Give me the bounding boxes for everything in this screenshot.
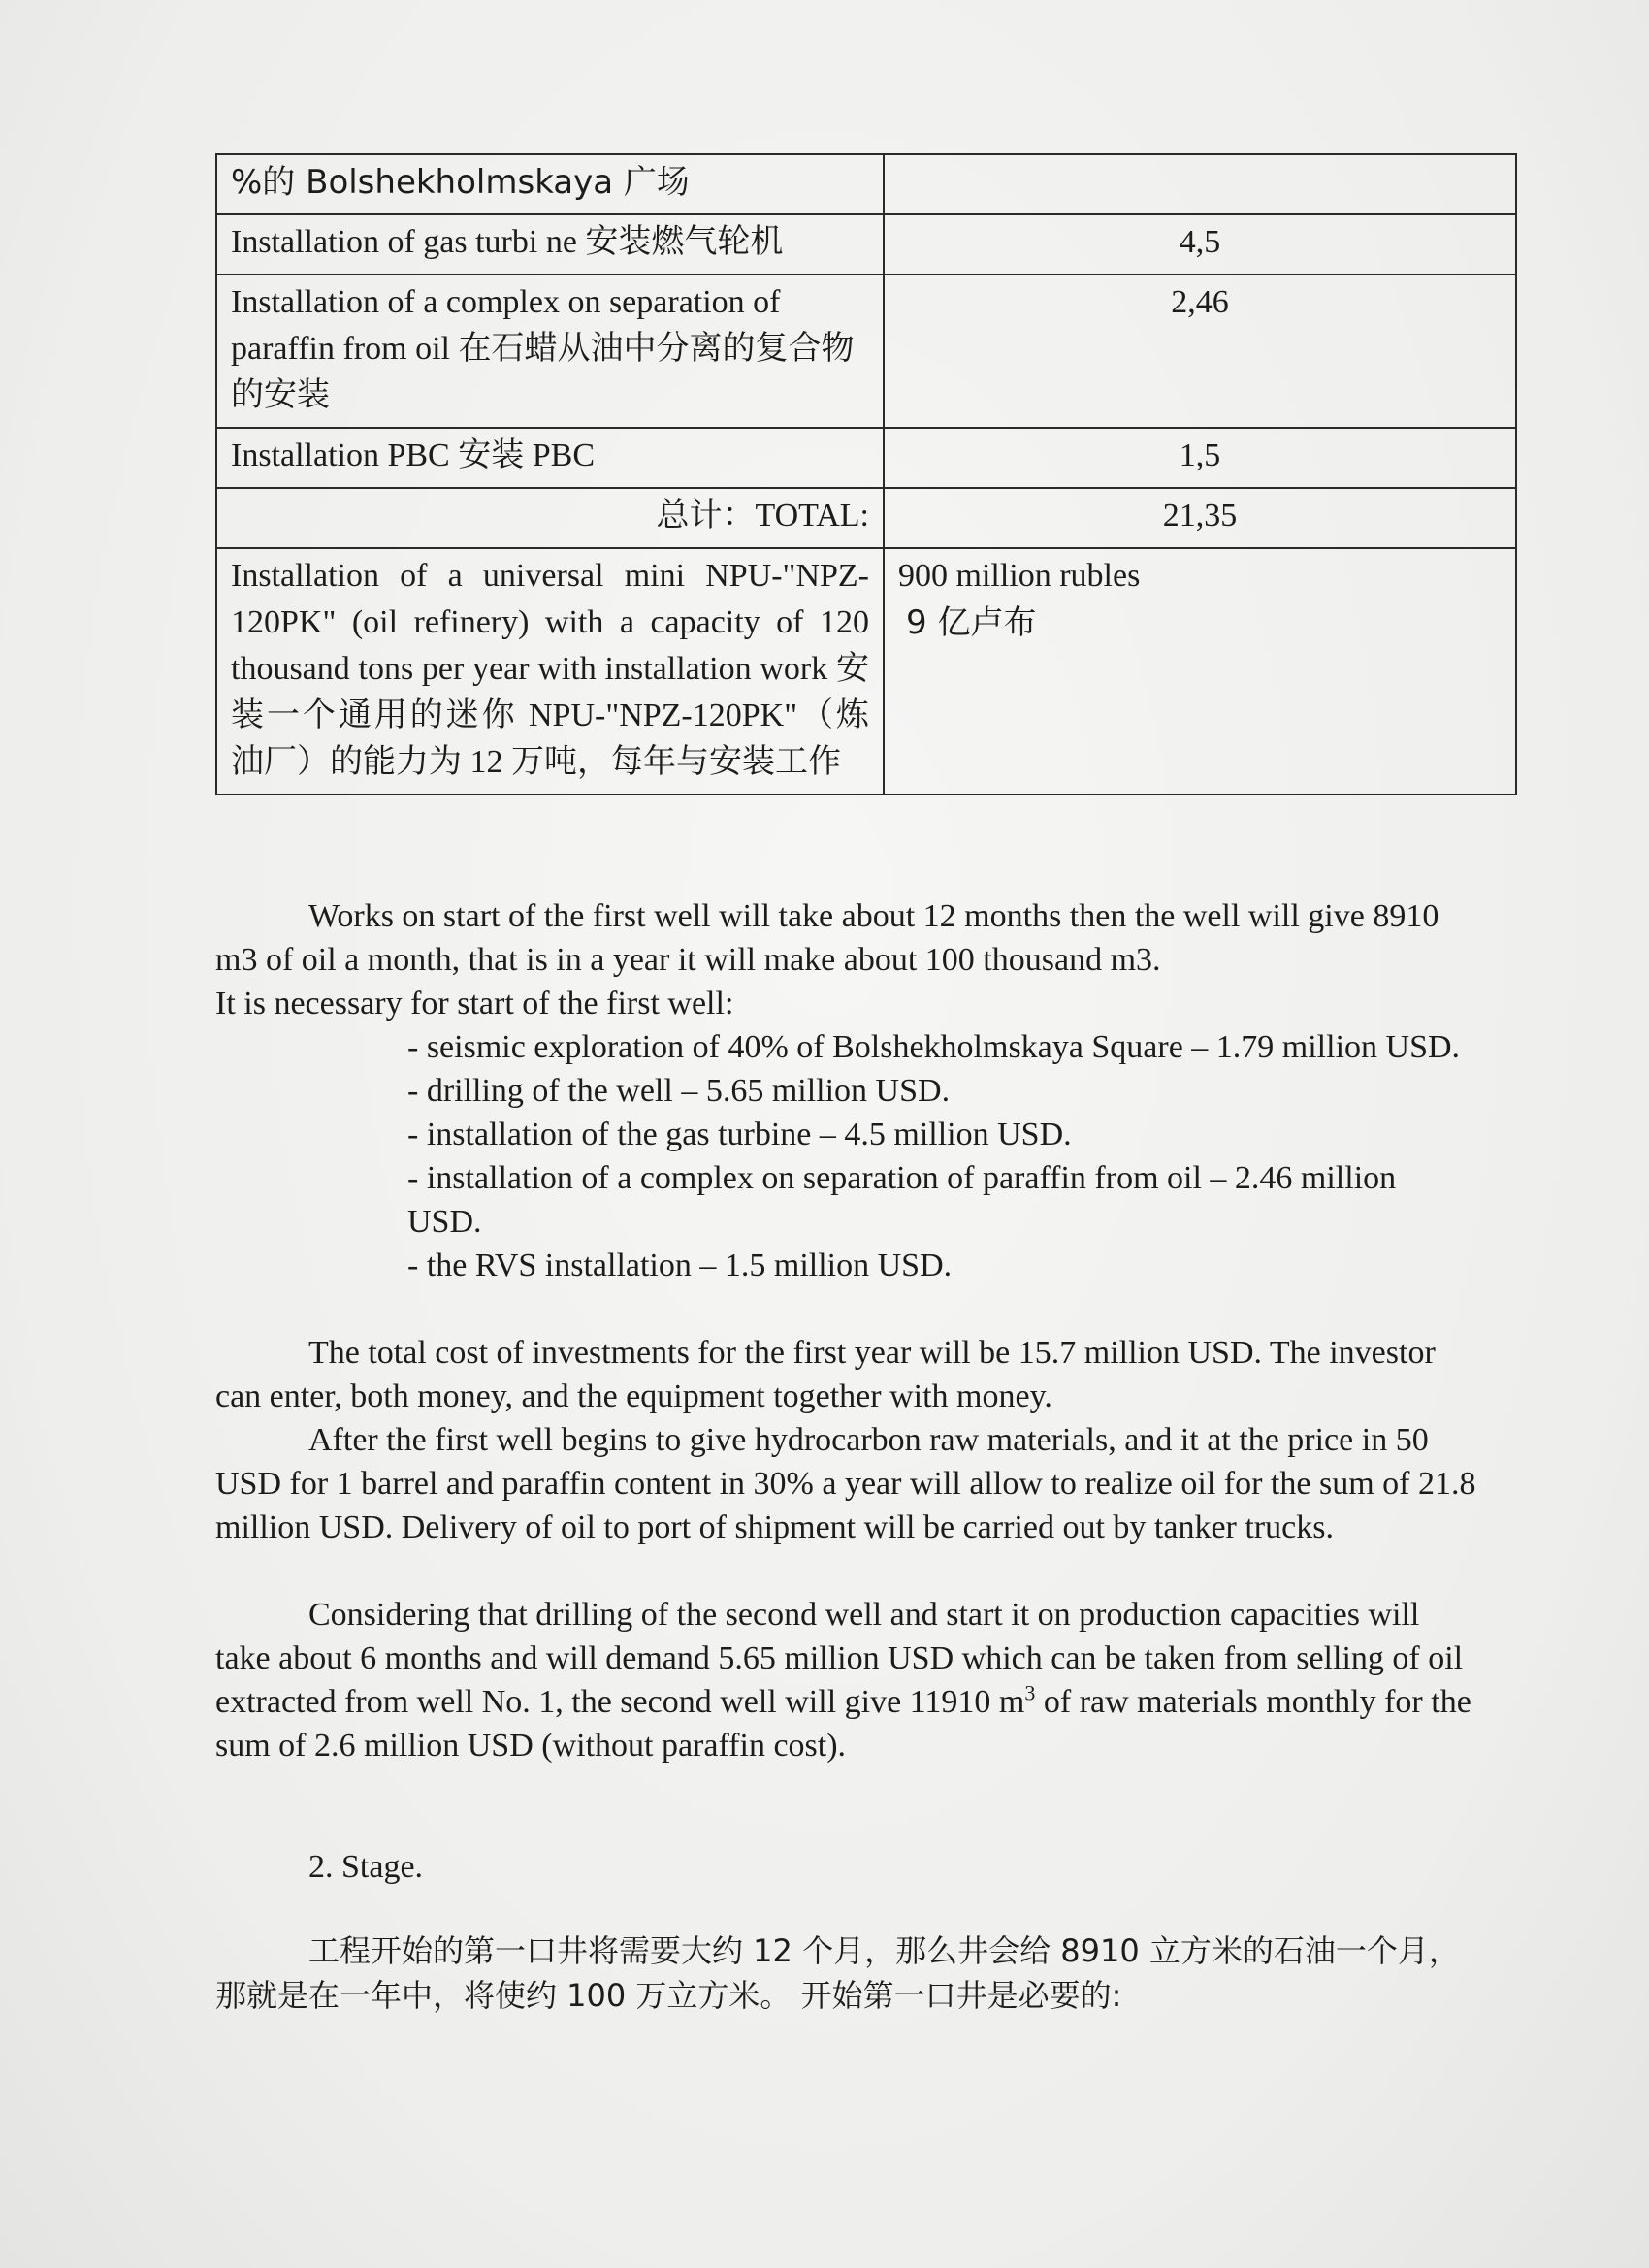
table-row xyxy=(216,214,1516,275)
total-row xyxy=(216,488,1516,548)
p5-after: of raw materials monthly for the sum of 2.6 million USD (without paraffin cost). xyxy=(215,1684,1471,1764)
p5-sup: 3 xyxy=(1024,1680,1036,1705)
table-row xyxy=(216,548,1516,794)
total-value: 21,35 xyxy=(884,488,1516,548)
row-value xyxy=(884,154,1516,214)
list-item: - installation of the gas turbine – 4.5 million USD. xyxy=(407,1117,1072,1152)
row-value: 4,5 xyxy=(884,214,1516,275)
row-description: Installation of gas turbi ne 安装燃气轮机 xyxy=(216,214,884,275)
p5-before: Considering that drilling of the second well and start it on production capacities will take about 6 months and will demand 5.65 million USD which can be taken from selling of oil extracted from well No. 1, the second well will give 11910 m xyxy=(215,1597,1464,1720)
paragraph-total-cost: The total cost of investments for the first year will be 15.7 million USD. The investor can enter, both money, and the equipment together with money. xyxy=(215,1335,1436,1414)
row-description: Installation of a complex on separation of paraffin from oil 在石蜡从油中分离的复合物的安装 xyxy=(216,275,884,428)
list-item: - the RVS installation – 1.5 million USD. xyxy=(407,1247,953,1283)
list-item: - seismic exploration of 40% of Bolshekholmskaya Square – 1.79 million USD. xyxy=(407,1029,1461,1065)
list-item: - drilling of the well – 5.65 million USD. xyxy=(407,1073,951,1109)
npu-description: Installation of a universal mini NPU-"NPZ-120PK" (oil refinery) with a capacity of 120 thousand tons per year with installation work 安装一个通用的迷你 NPU-"NPZ-120PK"（炼油厂）的能力为 12 万吨，每年与安装工作 xyxy=(216,548,884,794)
paragraph-first-well: Works on start of the first well will take about 12 months then the well will give 8910 m3 of oil a month, that is in a year it will make about 100 thousand m3. xyxy=(215,898,1439,978)
paragraph-hydrocarbon: After the first well begins to give hydrocarbon raw materials, and it at the price in 50 USD for 1 barrel and paraffin content in 30% a year will allow to realize oil for the sum of 21.8 million USD. Delivery of oil to port of shipment will be carried out by tanker trucks. xyxy=(215,1422,1476,1545)
total-label: 总计：TOTAL: xyxy=(216,488,884,548)
table-row xyxy=(216,428,1516,488)
row-value: 2,46 xyxy=(884,275,1516,428)
table-row xyxy=(216,275,1516,428)
cost-table xyxy=(215,153,1517,795)
npu-value-en: 900 million rubles xyxy=(898,558,1141,594)
row-description: Installation PBC 安装 PBC xyxy=(216,428,884,488)
list-item: - installation of a complex on separation of paraffin from oil – 2.46 million USD. xyxy=(407,1160,1397,1240)
stage-heading: 2. Stage. xyxy=(308,1849,424,1885)
npu-value-cn: 9 亿卢布 xyxy=(906,603,1037,642)
row-description: %的 Bolshekholmskaya 广场 xyxy=(216,154,884,214)
table-row xyxy=(216,154,1516,214)
npu-value xyxy=(884,548,1516,794)
paragraph-necessary: It is necessary for start of the first well: xyxy=(215,986,734,1021)
row-value: 1,5 xyxy=(884,428,1516,488)
requirements-list xyxy=(407,1025,1474,1287)
chinese-paragraph: 工程开始的第一口井将需要大约 12 个月，那么井会给 8910 立方米的石油一个月，那就是在一年中，将使约 100 万立方米。 开始第一口井是必要的: xyxy=(215,1932,1460,2014)
paragraph-second-well xyxy=(215,1593,1476,1767)
